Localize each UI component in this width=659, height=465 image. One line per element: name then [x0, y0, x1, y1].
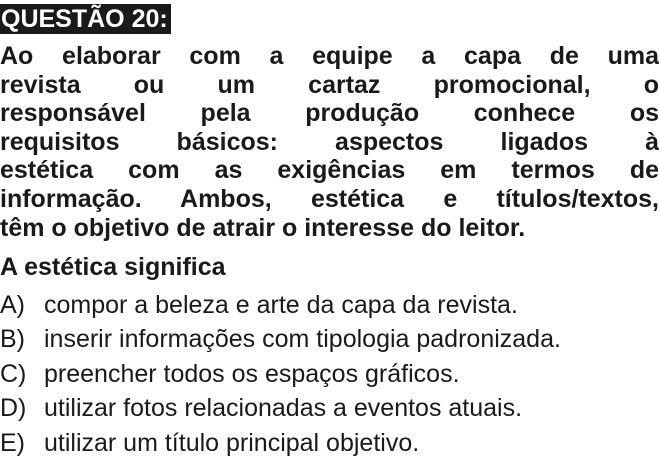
option-a[interactable]	[0, 288, 659, 323]
answer-options	[0, 288, 659, 461]
question-header: QUESTÃO 20:	[0, 4, 171, 34]
option-text: utilizar fotos relacionadas a eventos atuais.	[44, 394, 523, 423]
option-letter: B)	[0, 325, 25, 354]
option-letter: C)	[0, 359, 27, 388]
option-e[interactable]	[0, 426, 659, 461]
option-text: compor a beleza e arte da capa da revista.	[44, 290, 518, 319]
option-letter: E)	[0, 428, 25, 457]
option-text: inserir informações com tipologia padronizada.	[44, 325, 561, 354]
option-text: utilizar um título principal objetivo.	[44, 428, 420, 457]
stem-line: informação. Ambos, estética e títulos/textos,	[0, 184, 659, 213]
stem-line: responsável pela produção conhece os	[0, 99, 659, 128]
stem-line: têm o objetivo de atrair o interesse do leitor.	[0, 213, 526, 242]
stem-line: estética com as exigências em termos de	[0, 156, 659, 185]
option-text: preencher todos os espaços gráficos.	[44, 359, 460, 388]
option-letter: D)	[0, 394, 27, 423]
option-c[interactable]	[0, 357, 659, 392]
question-prompt: A estética significa	[0, 253, 226, 281]
stem-line: Ao elaborar com a equipe a capa de uma	[0, 42, 659, 70]
question-stem	[0, 42, 659, 242]
stem-line: requisitos básicos: aspectos ligados à	[0, 127, 659, 156]
option-d[interactable]	[0, 392, 659, 427]
stem-line: revista ou um cartaz promocional, o	[0, 70, 659, 99]
option-letter: A)	[0, 290, 25, 319]
option-b[interactable]	[0, 323, 659, 358]
